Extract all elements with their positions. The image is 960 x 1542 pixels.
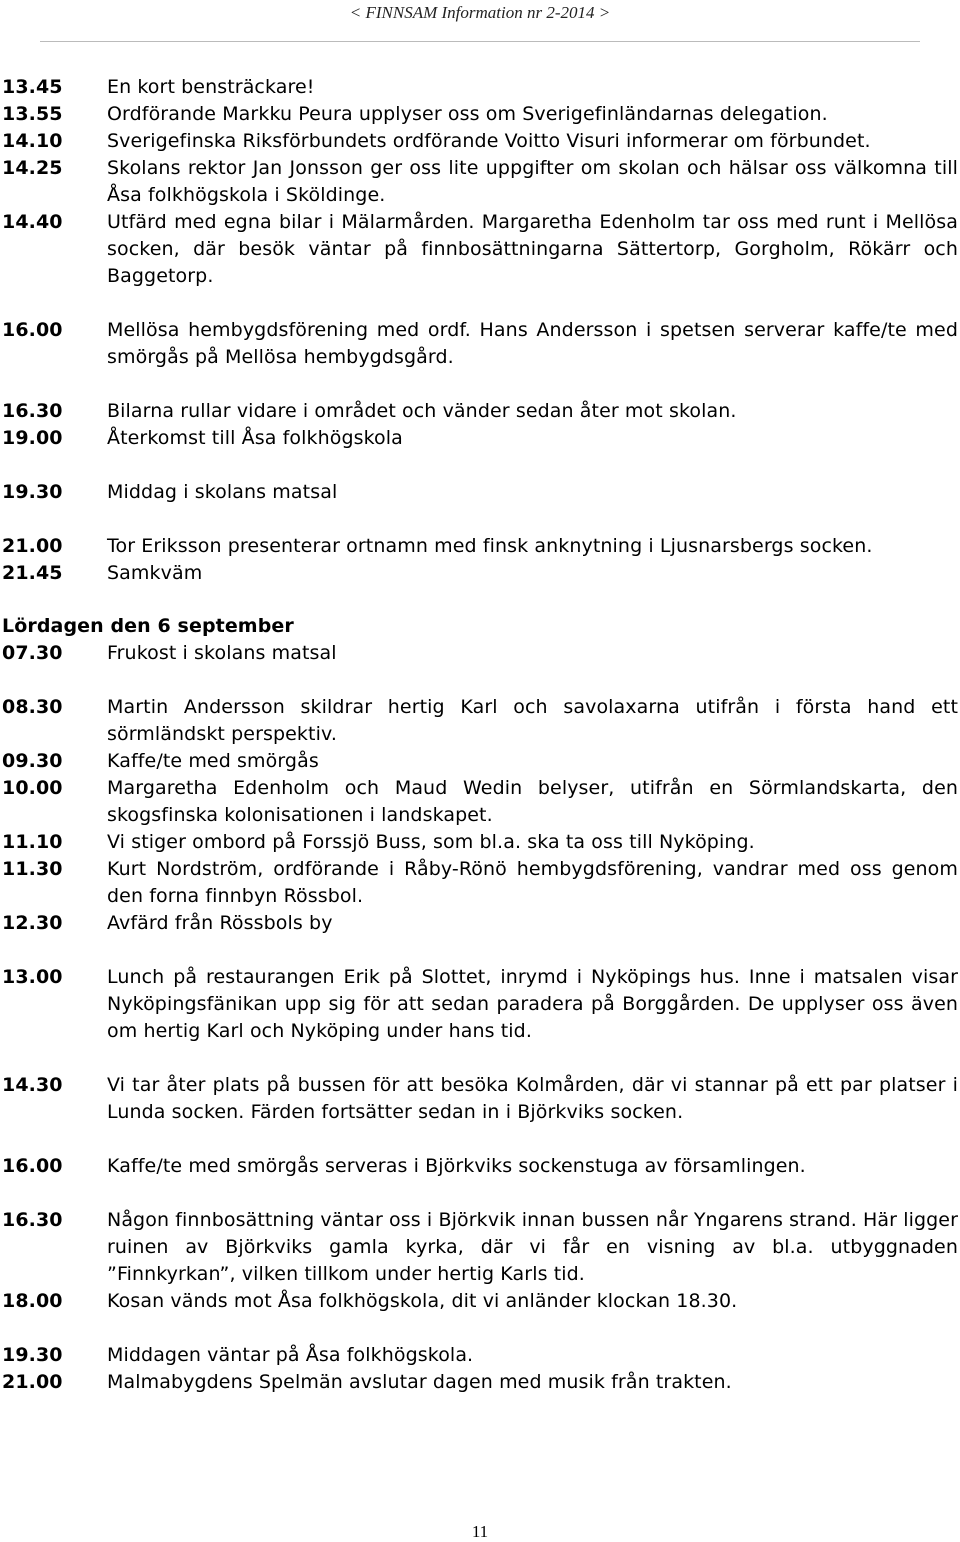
schedule-entry bbox=[0, 775, 960, 829]
entry-time: 21.45 bbox=[2, 562, 63, 584]
entry-time: 21.00 bbox=[2, 1371, 63, 1393]
schedule-entry bbox=[0, 398, 960, 425]
entry-time: 07.30 bbox=[2, 642, 63, 664]
schedule-entry bbox=[0, 1342, 960, 1369]
schedule-entry bbox=[0, 829, 960, 856]
schedule-entry bbox=[0, 128, 960, 155]
entry-text: Malmabygdens Spelmän avslutar dagen med musik från trakten. bbox=[107, 1371, 732, 1393]
schedule-entry bbox=[0, 533, 960, 560]
entry-text: Avfärd från Rössbols by bbox=[107, 912, 333, 934]
entry-time: 14.30 bbox=[2, 1074, 63, 1096]
entry-time: 13.45 bbox=[2, 76, 63, 98]
entry-time: 14.25 bbox=[2, 157, 63, 179]
entry-text: Ordförande Markku Peura upplyser oss om Sverigefinländarnas delegation. bbox=[107, 103, 828, 125]
schedule-entry bbox=[0, 640, 960, 667]
entry-text: Bilarna rullar vidare i området och vänder sedan åter mot skolan. bbox=[107, 400, 737, 422]
entry-text: Vi tar åter plats på bussen för att besöka Kolmården, där vi stannar på ett par platser i Lunda socken. Färden fortsätter sedan in i Björkviks socken. bbox=[107, 1074, 958, 1123]
schedule-entry bbox=[0, 479, 960, 506]
schedule-entry bbox=[0, 964, 960, 1045]
schedule-entry bbox=[0, 1072, 960, 1126]
entry-text: Mellösa hembygdsförening med ordf. Hans Andersson i spetsen serverar kaffe/te med smörgås på Mellösa hembygdsgård. bbox=[107, 319, 958, 368]
schedule-entry bbox=[0, 560, 960, 587]
schedule-entry bbox=[0, 425, 960, 452]
entry-text: Margaretha Edenholm och Maud Wedin belyser, utifrån en Sörmlandskarta, den skogsfinska kolonisationen i landskapet. bbox=[107, 777, 958, 826]
header-text: < FINNSAM Information nr 2-2014 > bbox=[349, 3, 611, 22]
entry-text: Kosan vänds mot Åsa folkhögskola, dit vi anländer klockan 18.30. bbox=[107, 1290, 738, 1312]
entry-text: Tor Eriksson presenterar ortnamn med finsk anknytning i Ljusnarsbergs socken. bbox=[107, 535, 873, 557]
schedule-entry bbox=[0, 155, 960, 209]
schedule-entry bbox=[0, 1207, 960, 1288]
entry-time: 18.00 bbox=[2, 1290, 63, 1312]
entry-text: Sverigefinska Riksförbundets ordförande Voitto Visuri informerar om förbundet. bbox=[107, 130, 871, 152]
entry-text: Återkomst till Åsa folkhögskola bbox=[107, 427, 403, 449]
entry-time: 11.30 bbox=[2, 858, 63, 880]
entry-time: 14.10 bbox=[2, 130, 63, 152]
entry-time: 11.10 bbox=[2, 831, 63, 853]
schedule-entry bbox=[0, 317, 960, 371]
schedule-day-saturday bbox=[0, 640, 960, 1396]
schedule-entry bbox=[0, 1153, 960, 1180]
entry-time: 21.00 bbox=[2, 535, 63, 557]
schedule bbox=[0, 74, 960, 1396]
entry-text: Kurt Nordström, ordförande i Råby-Rönö hembygdsförening, vandrar med oss genom den forna finnbyn Rössbol. bbox=[107, 858, 958, 907]
entry-text: Middag i skolans matsal bbox=[107, 481, 338, 503]
entry-time: 19.30 bbox=[2, 1344, 63, 1366]
schedule-entry bbox=[0, 910, 960, 937]
schedule-entry bbox=[0, 856, 960, 910]
entry-time: 19.00 bbox=[2, 427, 63, 449]
schedule-entry bbox=[0, 74, 960, 101]
entry-text: Vi stiger ombord på Forssjö Buss, som bl.a. ska ta oss till Nyköping. bbox=[107, 831, 755, 853]
entry-time: 12.30 bbox=[2, 912, 63, 934]
entry-text: Kaffe/te med smörgås serveras i Björkviks sockenstuga av församlingen. bbox=[107, 1155, 806, 1177]
entry-time: 09.30 bbox=[2, 750, 63, 772]
page-number: 11 bbox=[471, 1522, 489, 1541]
entry-time: 19.30 bbox=[2, 481, 63, 503]
entry-text: Martin Andersson skildrar hertig Karl och savolaxarna utifrån i första hand ett sörmländskt perspektiv. bbox=[107, 696, 958, 745]
header-rule bbox=[40, 41, 920, 42]
entry-time: 13.55 bbox=[2, 103, 63, 125]
schedule-entry bbox=[0, 1369, 960, 1396]
schedule-day-friday bbox=[0, 74, 960, 587]
entry-time: 16.00 bbox=[2, 319, 63, 341]
schedule-entry bbox=[0, 1288, 960, 1315]
entry-text: Utfärd med egna bilar i Mälarmården. Margaretha Edenholm tar oss med runt i Mellösa socken, där besök väntar på finnbosättningarna Sättertorp, Gorgholm, Rökärr och Baggetorp. bbox=[107, 211, 958, 287]
entry-text: Någon finnbosättning väntar oss i Björkvik innan bussen når Yngarens strand. Här ligger ruinen av Björkviks gamla kyrka, där vi får en visning av bl.a. utbyggnaden ”Finnkyrkan”, vilken tillkom under hertig Karls tid. bbox=[107, 1209, 958, 1285]
entry-time: 13.00 bbox=[2, 966, 63, 988]
schedule-entry bbox=[0, 748, 960, 775]
entry-text: Kaffe/te med smörgås bbox=[107, 750, 319, 772]
entry-text: Samkväm bbox=[107, 562, 203, 584]
entry-time: 16.00 bbox=[2, 1155, 63, 1177]
schedule-entry bbox=[0, 209, 960, 290]
entry-time: 14.40 bbox=[2, 211, 63, 233]
entry-text: En kort bensträckare! bbox=[107, 76, 315, 98]
entry-text: Skolans rektor Jan Jonsson ger oss lite uppgifter om skolan och hälsar oss välkomna till Åsa folkhögskola i Sköldinge. bbox=[107, 157, 958, 206]
entry-text: Lunch på restaurangen Erik på Slottet, inrymd i Nyköpings hus. Inne i matsalen visar Nyköpingsfänikan upp sig för att sedan paradera på Borggården. De upplyser oss även om hertig Karl och Nyköping under hans tid. bbox=[107, 966, 958, 1042]
entry-time: 10.00 bbox=[2, 777, 63, 799]
entry-text: Middagen väntar på Åsa folkhögskola. bbox=[107, 1344, 474, 1366]
entry-time: 08.30 bbox=[2, 696, 63, 718]
schedule-entry bbox=[0, 101, 960, 128]
section-heading: Lördagen den 6 september bbox=[2, 615, 294, 637]
entry-text: Frukost i skolans matsal bbox=[107, 642, 337, 664]
page-header bbox=[0, 3, 960, 23]
entry-time: 16.30 bbox=[2, 400, 63, 422]
entry-time: 16.30 bbox=[2, 1209, 63, 1231]
schedule-entry bbox=[0, 694, 960, 748]
